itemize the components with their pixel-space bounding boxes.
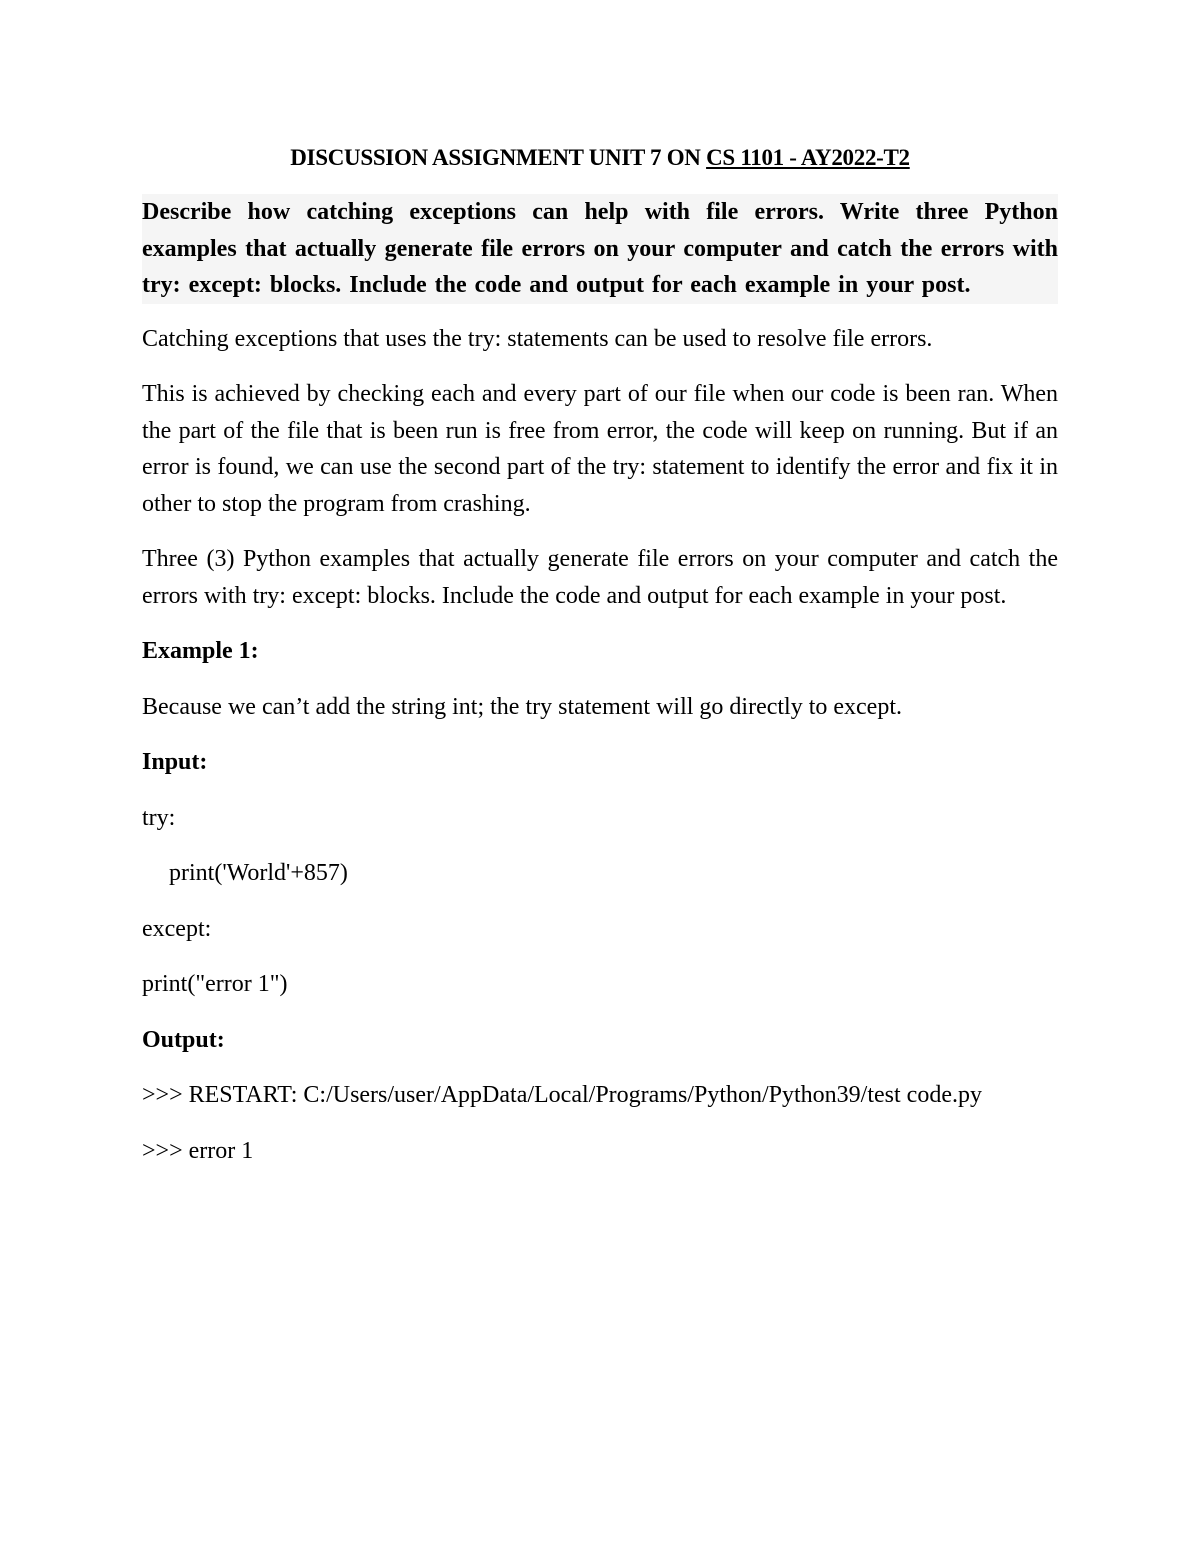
paragraph-examples-intro: Three (3) Python examples that actually generate file errors on your computer and catch the errors with try: except: blocks. Include the code and output for each example in your post. [142, 546, 1058, 609]
course-code: CS 1101 - AY2022-T2 [706, 145, 910, 170]
code-line-try: try: [142, 804, 176, 831]
paragraph-intro: Catching exceptions that uses the try: statements can be used to resolve file errors. [142, 325, 933, 352]
input-heading: Input: [142, 749, 208, 775]
title-prefix: DISCUSSION ASSIGNMENT UNIT 7 ON [290, 145, 707, 170]
page-title [142, 142, 1058, 174]
code-line-print-error: print("error 1") [142, 971, 288, 997]
document-body [142, 142, 1058, 1188]
code-line-except: except: [142, 915, 212, 942]
output-heading: Output: [142, 1026, 225, 1053]
output-line-restart: >>> RESTART: C:/Users/user/AppData/Local/Programs/Python/Python39/test code.py [142, 1082, 982, 1108]
example-1-description: Because we can’t add the string int; the try statement will go directly to except. [142, 693, 902, 720]
paragraph-explanation: This is achieved by checking each and every part of our file when our code is been ran. When the part of the file that is been run is free from error, the code will keep on running. But if an error is found, we can use the second part of the try: statement to identify the error and fix it in other to stop the program from crashing. [142, 381, 1058, 517]
example-1-heading: Example 1: [142, 638, 259, 664]
code-line-print: print('World'+857) [169, 860, 348, 886]
output-line-error: >>> error 1 [142, 1137, 254, 1164]
assignment-prompt: Describe how catching exceptions can help with file errors. Write three Python examples that actually generate file errors on your computer and catch the errors with try: except: blocks. Include the code and output for each example in your post. [142, 194, 1058, 304]
